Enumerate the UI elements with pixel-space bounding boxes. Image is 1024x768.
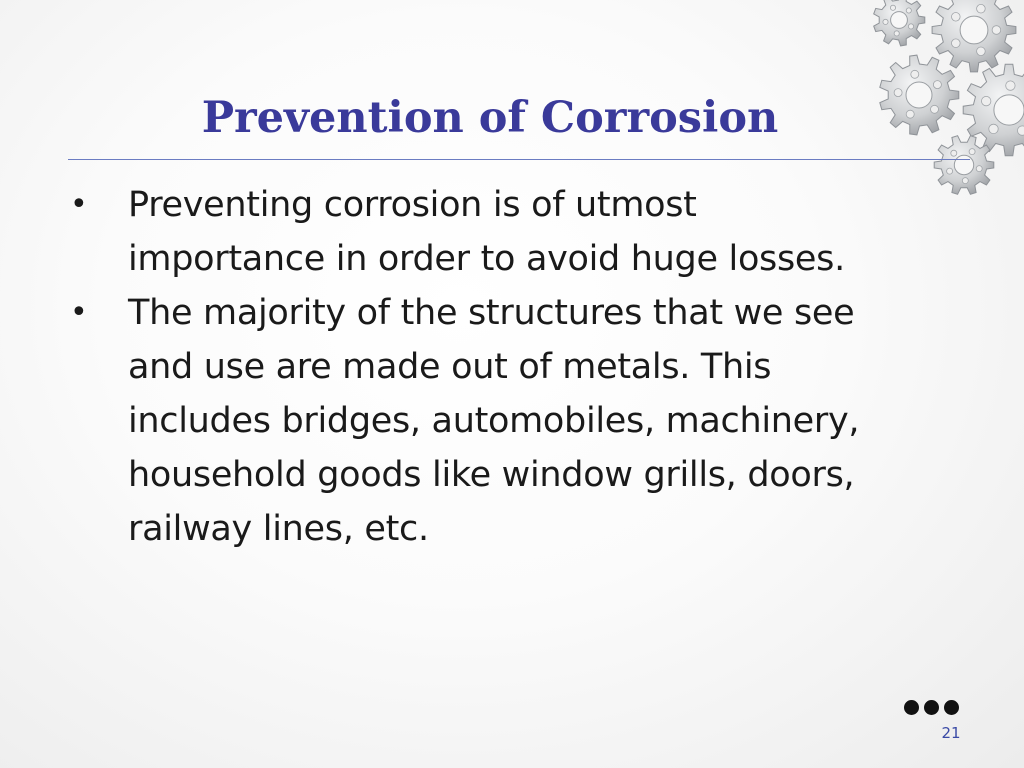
gear-hole	[951, 150, 957, 156]
gear-hole	[976, 166, 982, 172]
nav-dot	[904, 700, 919, 715]
more-dots-icon[interactable]	[904, 698, 964, 718]
bullet-marker: •	[70, 295, 88, 330]
gear-hole	[952, 12, 961, 21]
bullet-text: The majority of the structures that we see and use are made out of metals. This includes bridges, automobiles, machinery, household goods like window grills, doors, railway lines, etc.	[128, 293, 860, 549]
gear-hub	[891, 12, 908, 29]
bullet-text: Preventing corrosion is of utmost importance in order to avoid huge losses.	[128, 185, 845, 279]
bullet-list	[68, 178, 868, 556]
gear-hole	[894, 31, 899, 36]
gear-hole	[977, 4, 986, 13]
nav-dot	[944, 700, 959, 715]
gear-hole	[989, 124, 998, 133]
gear-hub	[994, 95, 1024, 125]
slide-title: Prevention of Corrosion	[201, 93, 779, 143]
gear-hole	[1006, 81, 1015, 90]
gear-hole	[911, 70, 919, 78]
gear-hole	[952, 39, 961, 48]
gear-hub	[960, 16, 988, 44]
gear-hole	[890, 5, 895, 10]
gear-hole	[1018, 126, 1024, 135]
bullet-marker: •	[70, 187, 88, 222]
gear-hole	[908, 24, 913, 29]
gear-hole	[992, 26, 1001, 35]
gear-hole	[977, 47, 986, 56]
gear-hole	[906, 8, 911, 13]
bullet-item	[68, 178, 868, 286]
gear-hole	[969, 149, 975, 155]
page-number: 21	[941, 724, 961, 742]
gear-hole	[947, 168, 953, 174]
nav-dot	[924, 700, 939, 715]
bullet-item	[68, 286, 868, 556]
gear-hole	[962, 178, 968, 184]
gear-hole	[883, 19, 888, 24]
title-divider	[68, 159, 970, 160]
gear-hole	[982, 96, 991, 105]
